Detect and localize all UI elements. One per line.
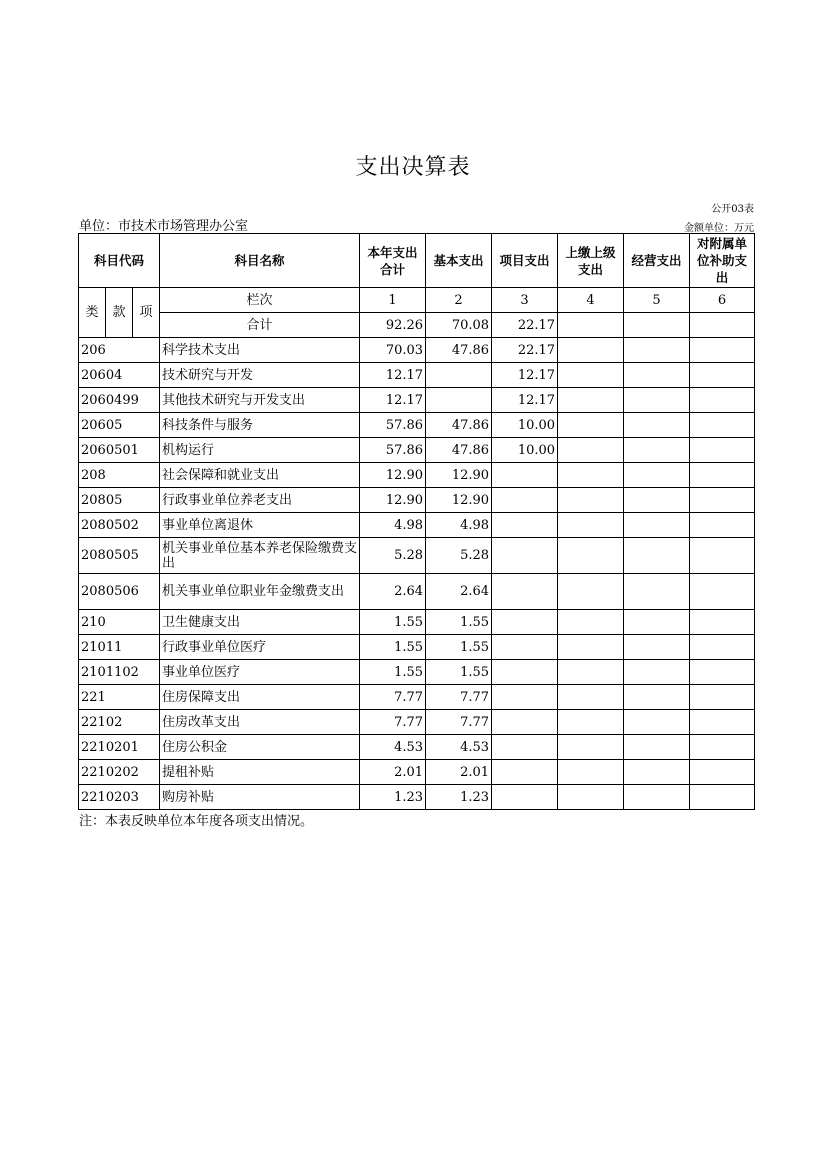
row-basic: [426, 388, 492, 413]
row-project: [492, 635, 558, 660]
unit-label: 单位：市技术市场管理办公室: [79, 219, 249, 234]
table-row: [79, 785, 755, 810]
row-basic: 47.86: [426, 338, 492, 363]
expenditure-table: [78, 233, 755, 810]
row-code: 20605: [79, 413, 160, 438]
row-total: 12.17: [360, 388, 426, 413]
row-business: [624, 574, 690, 610]
row-project: [492, 574, 558, 610]
row-name: 科学技术支出: [160, 338, 360, 363]
row-upper: [558, 635, 624, 660]
row-project: 10.00: [492, 413, 558, 438]
row-basic: 1.23: [426, 785, 492, 810]
form-number: 公开03表: [711, 204, 754, 215]
total-row: [79, 313, 755, 338]
row-project: [492, 735, 558, 760]
total-upper: [558, 313, 624, 338]
row-name: 购房补贴: [160, 785, 360, 810]
table-row: [79, 610, 755, 635]
row-total: 2.01: [360, 760, 426, 785]
row-project: 12.17: [492, 363, 558, 388]
row-upper: [558, 438, 624, 463]
row-total: 4.98: [360, 513, 426, 538]
row-code: 2080505: [79, 538, 160, 574]
row-total: 12.17: [360, 363, 426, 388]
row-basic: 5.28: [426, 538, 492, 574]
table-row: [79, 710, 755, 735]
row-business: [624, 363, 690, 388]
row-subsidy: [690, 513, 755, 538]
row-project: 10.00: [492, 438, 558, 463]
row-upper: [558, 338, 624, 363]
table-row: [79, 413, 755, 438]
row-basic: 47.86: [426, 438, 492, 463]
column-number-6: 6: [690, 288, 755, 313]
row-subsidy: [690, 735, 755, 760]
row-name: 行政事业单位医疗: [160, 635, 360, 660]
row-subsidy: [690, 785, 755, 810]
row-upper: [558, 610, 624, 635]
row-business: [624, 413, 690, 438]
row-total: 7.77: [360, 685, 426, 710]
table-row: [79, 635, 755, 660]
row-subsidy: [690, 413, 755, 438]
row-name: 其他技术研究与开发支出: [160, 388, 360, 413]
row-subsidy: [690, 685, 755, 710]
row-subsidy: [690, 538, 755, 574]
header-project: 项目支出: [492, 234, 558, 288]
row-code: 20604: [79, 363, 160, 388]
table-row: [79, 735, 755, 760]
row-upper: [558, 363, 624, 388]
row-project: [492, 488, 558, 513]
row-business: [624, 463, 690, 488]
row-business: [624, 488, 690, 513]
table-row: [79, 574, 755, 610]
row-subsidy: [690, 710, 755, 735]
column-label: 栏次: [160, 288, 360, 313]
row-total: 4.53: [360, 735, 426, 760]
row-name: 事业单位离退休: [160, 513, 360, 538]
row-basic: 1.55: [426, 635, 492, 660]
row-business: [624, 685, 690, 710]
row-upper: [558, 785, 624, 810]
column-number-3: 3: [492, 288, 558, 313]
row-name: 卫生健康支出: [160, 610, 360, 635]
row-project: [492, 785, 558, 810]
column-number-1: 1: [360, 288, 426, 313]
header-name: 科目名称: [160, 234, 360, 288]
row-code: 20805: [79, 488, 160, 513]
row-upper: [558, 685, 624, 710]
row-name: 住房改革支出: [160, 710, 360, 735]
row-upper: [558, 538, 624, 574]
row-code: 210: [79, 610, 160, 635]
row-subsidy: [690, 635, 755, 660]
row-total: 1.55: [360, 610, 426, 635]
row-total: 5.28: [360, 538, 426, 574]
row-subsidy: [690, 363, 755, 388]
row-code: 221: [79, 685, 160, 710]
row-upper: [558, 388, 624, 413]
header-kuan: 款: [106, 288, 133, 338]
page-title: 支出决算表: [355, 155, 471, 180]
row-name: 技术研究与开发: [160, 363, 360, 388]
table-row: [79, 388, 755, 413]
row-total: 12.90: [360, 463, 426, 488]
row-total: 57.86: [360, 413, 426, 438]
header-row: [79, 234, 755, 288]
row-basic: 12.90: [426, 488, 492, 513]
table-row: [79, 438, 755, 463]
row-project: [492, 660, 558, 685]
column-number-2: 2: [426, 288, 492, 313]
row-subsidy: [690, 610, 755, 635]
row-upper: [558, 513, 624, 538]
row-project: [492, 710, 558, 735]
total-amount: 92.26: [360, 313, 426, 338]
row-total: 1.23: [360, 785, 426, 810]
row-name: 提租补贴: [160, 760, 360, 785]
table-row: [79, 363, 755, 388]
total-subsidy: [690, 313, 755, 338]
row-business: [624, 388, 690, 413]
row-upper: [558, 710, 624, 735]
row-business: [624, 710, 690, 735]
row-code: 2060501: [79, 438, 160, 463]
row-code: 206: [79, 338, 160, 363]
row-upper: [558, 574, 624, 610]
row-code: 2060499: [79, 388, 160, 413]
row-subsidy: [690, 388, 755, 413]
row-project: [492, 610, 558, 635]
amount-unit-label: 金额单位：万元: [684, 223, 754, 234]
table-row: [79, 660, 755, 685]
row-code: 21011: [79, 635, 160, 660]
row-business: [624, 635, 690, 660]
table-row: [79, 513, 755, 538]
row-basic: [426, 363, 492, 388]
row-business: [624, 610, 690, 635]
row-code: 22102: [79, 710, 160, 735]
header-lei: 类: [79, 288, 106, 338]
row-code: 2101102: [79, 660, 160, 685]
total-business: [624, 313, 690, 338]
row-subsidy: [690, 338, 755, 363]
table-row: [79, 488, 755, 513]
row-code: 2210201: [79, 735, 160, 760]
row-upper: [558, 413, 624, 438]
table-row: [79, 463, 755, 488]
header-code: 科目代码: [79, 234, 160, 288]
row-subsidy: [690, 438, 755, 463]
row-business: [624, 513, 690, 538]
column-number-4: 4: [558, 288, 624, 313]
row-subsidy: [690, 660, 755, 685]
row-name: 机构运行: [160, 438, 360, 463]
header-business: 经营支出: [624, 234, 690, 288]
row-business: [624, 660, 690, 685]
row-basic: 1.55: [426, 610, 492, 635]
row-project: [492, 685, 558, 710]
row-basic: 47.86: [426, 413, 492, 438]
row-total: 1.55: [360, 635, 426, 660]
header-subsidy: 对附属单位补助支出: [690, 234, 755, 288]
row-code: 208: [79, 463, 160, 488]
row-upper: [558, 760, 624, 785]
row-total: 70.03: [360, 338, 426, 363]
row-project: 12.17: [492, 388, 558, 413]
row-code: 2210203: [79, 785, 160, 810]
total-basic: 70.08: [426, 313, 492, 338]
row-code: 2080506: [79, 574, 160, 610]
row-business: [624, 538, 690, 574]
table-row: [79, 538, 755, 574]
row-upper: [558, 660, 624, 685]
row-business: [624, 438, 690, 463]
row-total: 57.86: [360, 438, 426, 463]
row-basic: 4.53: [426, 735, 492, 760]
table-note: 注：本表反映单位本年度各项支出情况。: [79, 814, 314, 829]
row-code: 2210202: [79, 760, 160, 785]
row-code: 2080502: [79, 513, 160, 538]
row-upper: [558, 463, 624, 488]
table-row: [79, 685, 755, 710]
row-business: [624, 760, 690, 785]
row-basic: 2.01: [426, 760, 492, 785]
total-project: 22.17: [492, 313, 558, 338]
row-name: 住房保障支出: [160, 685, 360, 710]
table-row: [79, 760, 755, 785]
row-total: 7.77: [360, 710, 426, 735]
row-total: 2.64: [360, 574, 426, 610]
row-name: 社会保障和就业支出: [160, 463, 360, 488]
row-subsidy: [690, 760, 755, 785]
row-business: [624, 735, 690, 760]
row-name: 机关事业单位职业年金缴费支出: [160, 574, 360, 610]
row-subsidy: [690, 488, 755, 513]
row-business: [624, 338, 690, 363]
row-subsidy: [690, 463, 755, 488]
row-name: 住房公积金: [160, 735, 360, 760]
column-number-5: 5: [624, 288, 690, 313]
row-total: 12.90: [360, 488, 426, 513]
row-subsidy: [690, 574, 755, 610]
row-project: [492, 760, 558, 785]
row-project: [492, 463, 558, 488]
row-basic: 2.64: [426, 574, 492, 610]
row-upper: [558, 735, 624, 760]
header-total: 本年支出合计: [360, 234, 426, 288]
header-basic: 基本支出: [426, 234, 492, 288]
header-xiang: 项: [133, 288, 160, 338]
row-upper: [558, 488, 624, 513]
row-business: [624, 785, 690, 810]
row-name: 科技条件与服务: [160, 413, 360, 438]
total-label: 合计: [160, 313, 360, 338]
row-name: 机关事业单位基本养老保险缴费支出: [160, 538, 360, 574]
row-name: 事业单位医疗: [160, 660, 360, 685]
row-total: 1.55: [360, 660, 426, 685]
row-name: 行政事业单位养老支出: [160, 488, 360, 513]
row-basic: 1.55: [426, 660, 492, 685]
row-basic: 4.98: [426, 513, 492, 538]
row-basic: 12.90: [426, 463, 492, 488]
row-project: [492, 538, 558, 574]
row-basic: 7.77: [426, 685, 492, 710]
row-basic: 7.77: [426, 710, 492, 735]
row-project: 22.17: [492, 338, 558, 363]
header-upper: 上缴上级支出: [558, 234, 624, 288]
row-project: [492, 513, 558, 538]
table-row: [79, 338, 755, 363]
column-number-row: [79, 288, 755, 313]
